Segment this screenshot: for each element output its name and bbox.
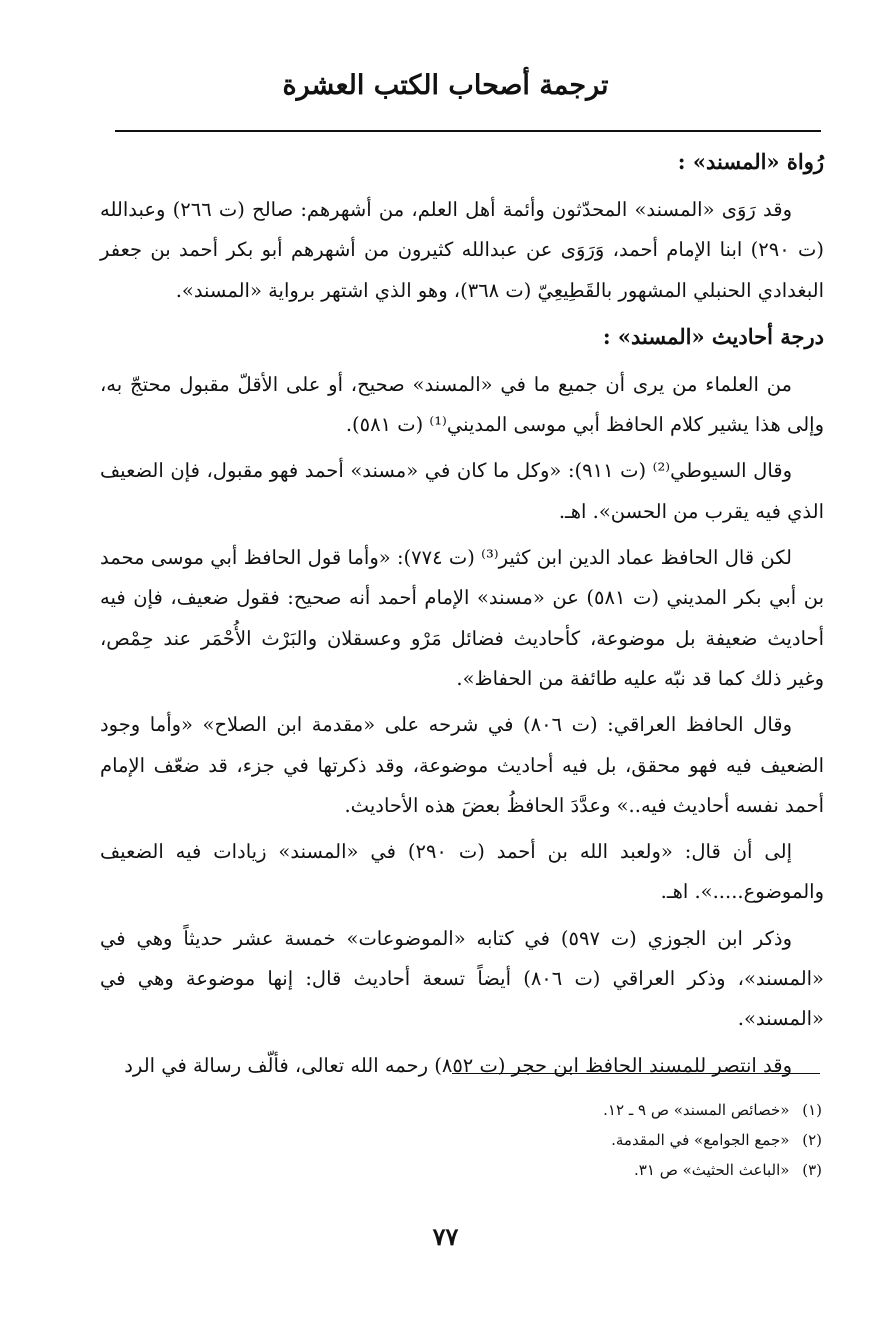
paragraph: وقد رَوَى «المسند» المحدّثون وأئمة أهل العلم، من أشهرهم: صالح (ت ٢٦٦) وعبدالله (ت ٢٩٠) ابنا الإمام أحمد، وَرَوَى عن عبدالله كثيرون من أشهرهم أبو بكر أحمد بن جعفر البغدادي الحنبلي المشهور بالقَطِيعِيّ (ت ٣٦٨)، وهو الذي اشتهر برواية «المسند».: [100, 198, 824, 302]
paragraph: وذكر ابن الجوزي (ت ٥٩٧) في كتابه «الموضوعات» خمسة عشر حديثاً وهي في «المسند»، وذكر العراقي (ت ٨٠٦) أيضاً تسعة أحاديث قال: إنها موضوعة وهي في «المسند».: [100, 926, 824, 1031]
paragraph: من العلماء من يرى أن جميع ما في «المسند» صحيح، أو على الأقلّ مقبول محتجّ به، وإلى هذا يشير كلام الحافظ أبي موسى المديني⁽¹⁾ (ت ٥٨١).: [100, 372, 824, 437]
footnote: [300, 1125, 822, 1155]
paragraph: وقال الحافظ العراقي: (ت ٨٠٦) في شرحه على «مقدمة ابن الصلاح» «وأما وجود الضعيف فيه فهو محقق، بل فيه أحاديث موضوعة، وقد ذكرتها في جزء، قد ضعّف الإمام أحمد نفسه أحاديث فيه..» وعدَّدَ الحافظُ بعضَ هذه الأحاديث.: [100, 713, 824, 817]
paragraph: لكن قال الحافظ عماد الدين ابن كثير⁽³⁾ (ت ٧٧٤): «وأما قول الحافظ أبي موسى محمد بن أبي بكر المديني (ت ٥٨١) عن «مسند» الإمام أحمد أنه صحيح: فقول ضعيف، فإن فيه أحاديث ضعيفة بل موضوعة، كأحاديث فضائل مَرْو وعسقلان والبَرْث الأُحْمَر عند حِمْص، وغير ذلك كما قد نبّه عليه طائفة من الحفاظ».: [100, 546, 825, 690]
section-heading-narrators: رُواة «المسند» :: [677, 149, 824, 174]
footnote: [300, 1095, 822, 1125]
footnotes: [300, 1095, 822, 1185]
footnote-text: «جمع الجوامع» في المقدمة.: [611, 1131, 790, 1149]
main-text: [100, 142, 824, 1092]
footnote-number: (٣): [802, 1161, 822, 1179]
paragraph: وقال السيوطي⁽²⁾ (ت ٩١١): «وكل ما كان في «مسند» أحمد فهو مقبول، فإن الضعيف الذي فيه يقرب من الحسن». اهـ.: [100, 459, 824, 523]
footnote-text: «الباعث الحثيث» ص ٣١.: [634, 1161, 790, 1179]
footnote-number: (٢): [802, 1131, 822, 1149]
footnote: [300, 1155, 822, 1185]
section-heading-hadith-grade: درجة أحاديث «المسند» :: [602, 323, 824, 349]
running-head-title: ترجمة أصحاب الكتب العشرة: [282, 70, 609, 101]
footnote-number: (١): [802, 1101, 822, 1119]
page-number: ٧٧: [432, 1222, 459, 1251]
footnote-divider: [452, 1073, 820, 1074]
footnote-text: «خصائص المسند» ص ٩ ـ ١٢.: [603, 1101, 790, 1119]
paragraph: وقد انتصر للمسند الحافظ ابن حجر (ت ٨٥٢) رحمه الله تعالى، فألّف رسالة في الرد: [124, 1053, 792, 1077]
header-divider: [115, 130, 821, 132]
paragraph: إلى أن قال: «ولعبد الله بن أحمد (ت ٢٩٠) في «المسند» زيادات فيه الضعيف والموضوع.....». اهـ.: [100, 840, 824, 904]
